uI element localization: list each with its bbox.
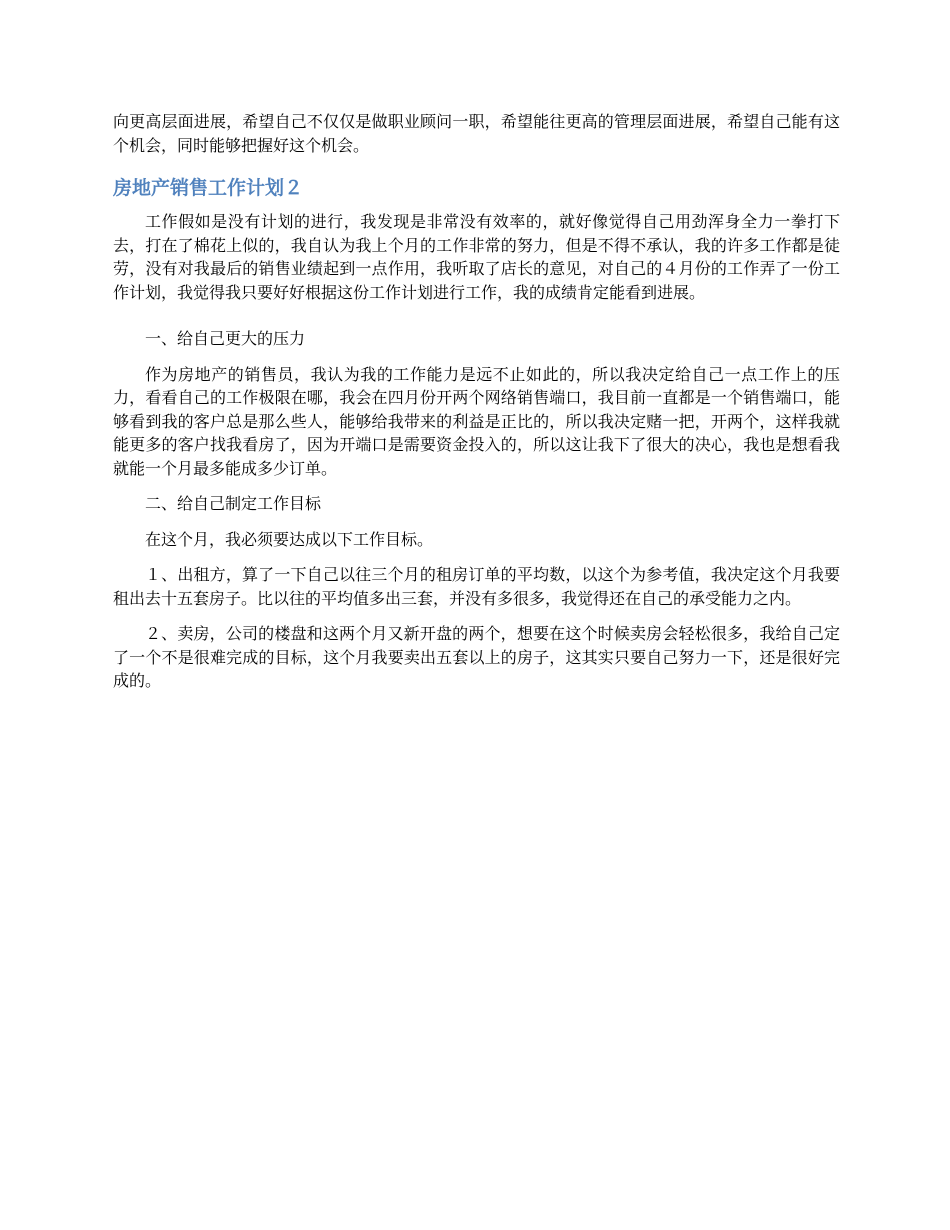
section-heading: 房地产销售工作计划２ — [113, 177, 304, 199]
paragraph-spacer — [113, 304, 840, 327]
paragraph-goal-sell: ２、卖房，公司的楼盘和这两个月又新开盘的两个，想要在这个时候卖房会轻松很多，我给自己定了一个不是很难完成的目标，这个月我要卖出五套以上的房子，这其实只要自己努力一下，还是很好完成的。 — [113, 624, 840, 690]
subheading-pressure: 一、给自己更大的压力 — [145, 329, 306, 348]
paragraph-goal-rent: １、出租方，算了一下自己以往三个月的租房订单的平均数，以这个为参考值，我决定这个月我要租出去十五套房子。比以往的平均值多出三套，并没有多很多，我觉得还在自己的承受能力之内。 — [113, 565, 840, 608]
subheading-goals: 二、给自己制定工作目标 — [145, 494, 322, 513]
paragraph-goals-intro: 在这个月，我必须要达成以下工作目标。 — [145, 529, 434, 549]
paragraph-overview: 工作假如是没有计划的进行，我发现是非常没有效率的，就好像觉得自己用劲浑身全力一拳打下去，打在了棉花上似的，我自认为我上个月的工作非常的努力，但是不得不承认，我的许多工作都是徒劳，没有对我最后的销售业绩起到一点作用，我听取了店长的意见，对自己的４月份的工作弄了一份工作计划，我觉得我只要好好根据这份工作计划进行工作，我的成绩肯定能看到进展。 — [113, 212, 840, 302]
document-page — [113, 110, 840, 705]
paragraph-pressure: 作为房地产的销售员，我认为我的工作能力是远不止如此的，所以我决定给自己一点工作上的压力，看看自己的工作极限在哪，我会在四月份开两个网络销售端口，我目前一直都是一个销售端口，能够看到我的客户总是那么些人，能够给我带来的利益是正比的，所以我决定赌一把，开两个，这样我就能更多的客户找我看房了，因为开端口是需要资金投入的，所以这让我下了很大的决心，我也是想看我就能一个月最多能成多少订单。 — [113, 364, 840, 478]
intro-paragraph: 向更高层面进展，希望自己不仅仅是做职业顾问一职，希望能往更高的管理层面进展，希望自己能有这个机会，同时能够把握好这个机会。 — [113, 112, 840, 155]
